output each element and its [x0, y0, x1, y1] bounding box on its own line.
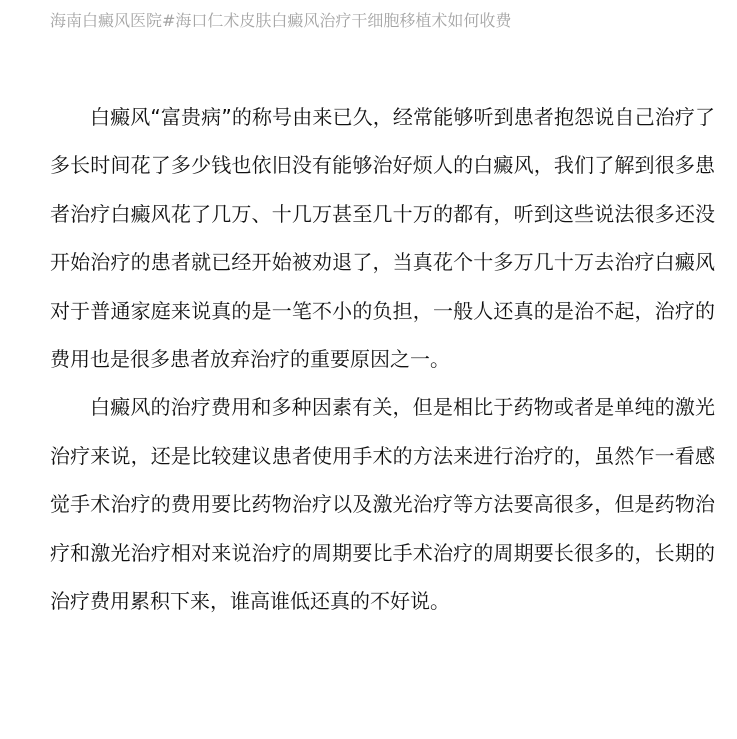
article-body [50, 93, 715, 625]
article-paragraph-2: 白癜风的治疗费用和多种因素有关，但是相比于药物或者是单纯的激光治疗来说，还是比较建议患者使用手术的方法来进行治疗的，虽然乍一看感觉手术治疗的费用要比药物治疗以及激光治疗等方法要高很多，但是药物治疗和激光治疗相对来说治疗的周期要比手术治疗的周期要长很多的，长期的治疗费用累积下来，谁高谁低还真的不好说。 [50, 395, 715, 614]
page-title: 海南白癜风医院#海口仁术皮肤白癜风治疗干细胞移植术如何收费 [50, 11, 512, 30]
article-paragraph-1: 白癜风“富贵病”的称号由来已久，经常能够听到患者抱怨说自己治疗了多长时间花了多少钱也依旧没有能够治好烦人的白癜风，我们了解到很多患者治疗白癜风花了几万、十几万甚至几十万的都有，听到这些说法很多还没开始治疗的患者就已经开始被劝退了，当真花个十多万几十万去治疗白癜风对于普通家庭来说真的是一笔不小的负担，一般人还真的是治不起，治疗的费用也是很多患者放弃治疗的重要原因之一。 [50, 105, 715, 372]
